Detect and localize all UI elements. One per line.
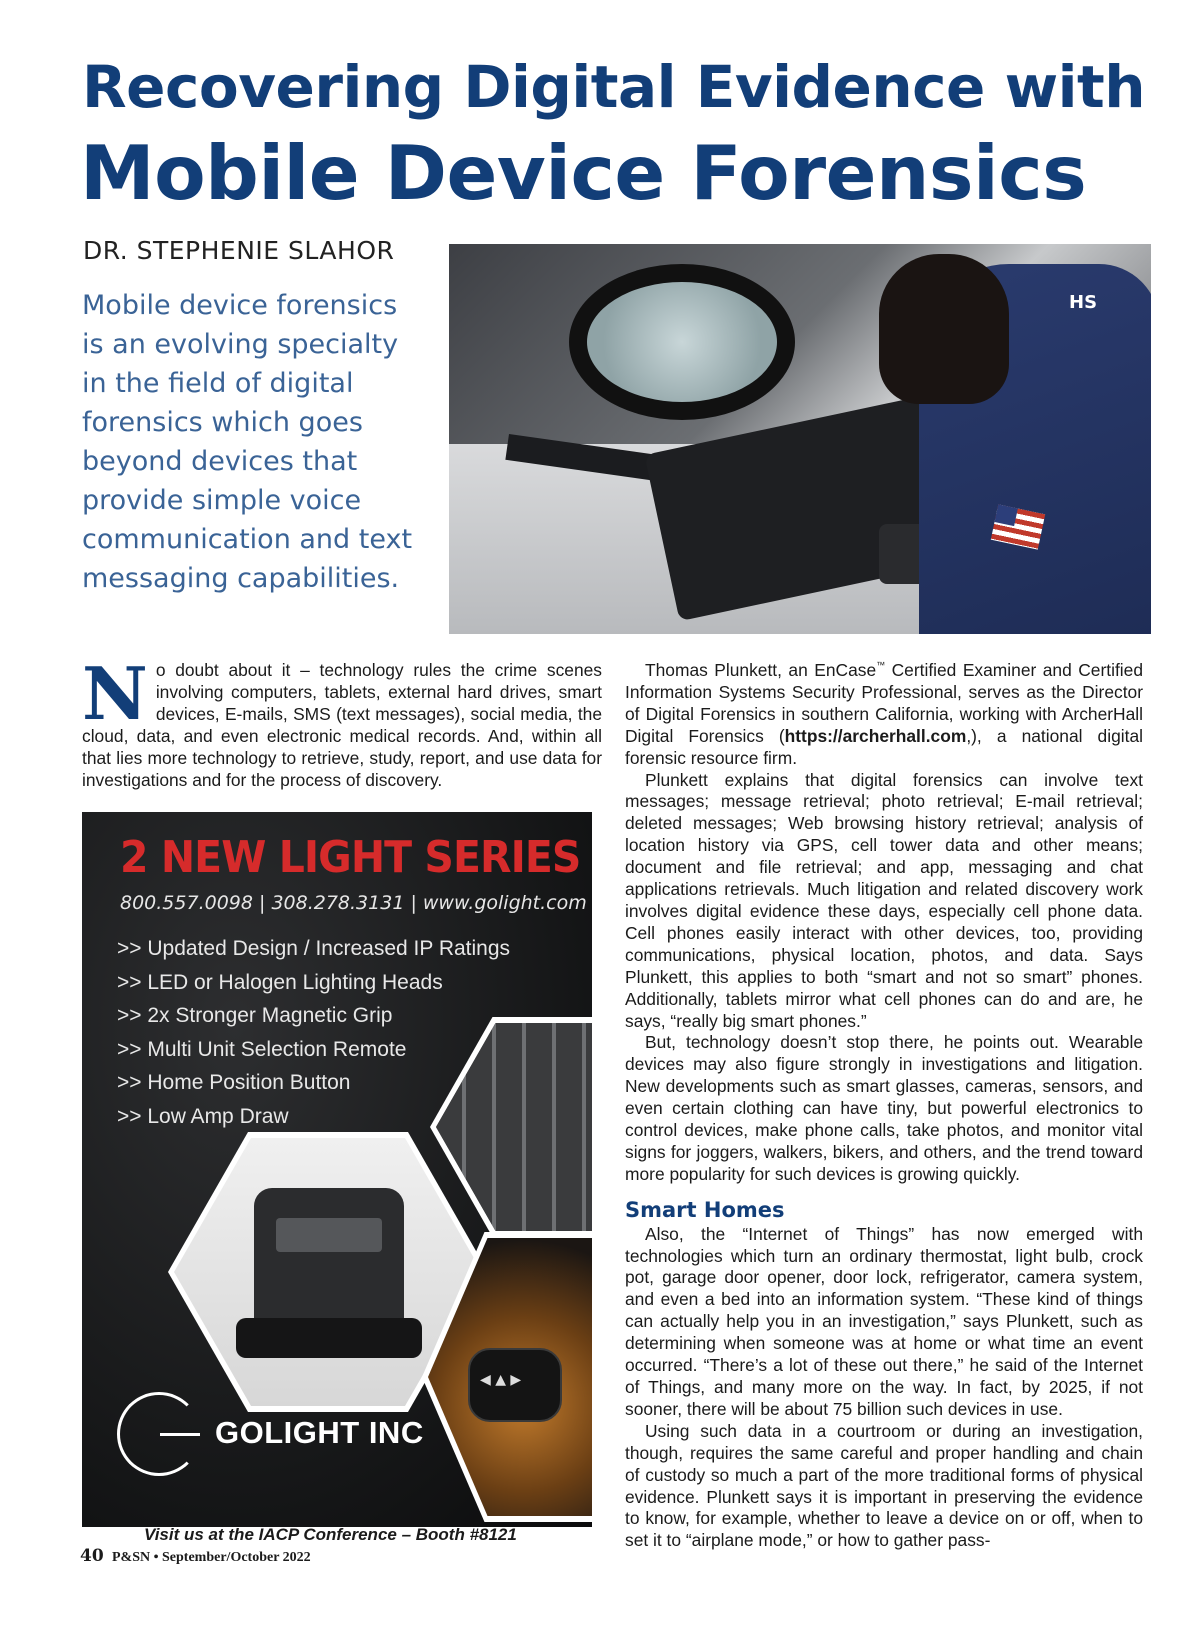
armored-vehicle-icon bbox=[254, 1188, 404, 1358]
article-title-line-2: Mobile Device Forensics bbox=[80, 129, 1087, 217]
ad-feature-item: >> Low Amp Draw bbox=[117, 1104, 289, 1128]
photo-magnifier-lamp bbox=[569, 264, 795, 420]
article-title-line-1: Recovering Digital Evidence with bbox=[82, 53, 1146, 121]
lead-photo-forensics-lab bbox=[449, 244, 1151, 634]
ad-feature-item: >> Updated Design / Increased IP Ratings bbox=[117, 937, 511, 960]
paragraph bbox=[625, 660, 1143, 770]
paragraph: Using such data in a courtroom or during an investigation, though, requires the same careful and proper handling and chain of custody so much a part of the more traditional forms of physical evidence. Plunkett says it is important in preserving the evidence to know, for example, whether to leave a device on or off, when to set it to “airplane mode,” or how to gather pass- bbox=[625, 1420, 1143, 1551]
page-number: 40 bbox=[80, 1546, 104, 1566]
intro-text: o doubt about it – technology rules the crime scenes involving computers, tablets, external hard drives, smart devices, E-mails, SMS (text messages), social media, the cloud, data, and even electronic medical records. And, within all that lies more technology to retrieve, study, report, and use data for investigations and for the process of discovery. bbox=[82, 660, 602, 790]
drop-cap: N bbox=[82, 651, 148, 736]
author-byline: DR. STEPHENIE SLAHOR bbox=[83, 236, 395, 265]
trademark-symbol: ™ bbox=[876, 660, 886, 670]
ad-caption: Visit us at the IACP Conference – Booth #8121 bbox=[144, 1525, 517, 1544]
golight-advertisement[interactable] bbox=[82, 812, 592, 1527]
ad-brand-name: GOLIGHT INC bbox=[215, 1415, 424, 1450]
golight-logo-icon bbox=[117, 1392, 201, 1476]
ad-feature-item: >> LED or Halogen Lighting Heads bbox=[117, 970, 443, 994]
paragraph: Also, the “Internet of Things” has now emerged with technologies which turn an ordinary thermostat, light bulb, crock pot, garage door opener, door lock, refrigerator, camera system, and even a bed into an information system. “These kind of things can actually help you in an investigation,” says Plunkett, such as determining when someone was at home or what time an event occurred. “There’s a lot of these out there,” he said of the Internet of Things, and many more on the way. In fact, by 2025, if not sooner, there will be about 75 billion such devices in use. bbox=[625, 1223, 1143, 1419]
paragraph: But, technology doesn’t stop there, he points out. Wearable devices may also figure strongly in investigations and litigation. New developments such as smart glasses, cameras, sensors, and even certain clothing can have tiny, but powerful electronics to control devices, make phone calls, take photos, and monitor vital signs for joggers, walkers, bikers, and others, and the trend toward more popularity for such devices is growing quickly. bbox=[625, 1032, 1143, 1184]
ad-contact-info: 800.557.0098 | 308.278.3131 | www.golight.com bbox=[120, 892, 587, 914]
ad-feature-item: >> 2x Stronger Magnetic Grip bbox=[117, 1004, 393, 1028]
paragraph-text: Certified Examiner and Certified Information Systems Security Professional, serves as the Director of Digital Forensics in southern California, working with ArcherHall Digital Forensics ( bbox=[625, 660, 1143, 746]
left-column bbox=[82, 651, 602, 791]
paragraph-text: Thomas Plunkett, an EnCase bbox=[645, 660, 877, 680]
right-column bbox=[625, 660, 1143, 1552]
intro-paragraph bbox=[82, 651, 602, 791]
photo-examiner-hair bbox=[879, 254, 1009, 404]
archerhall-link[interactable]: https://archerhall.com bbox=[784, 725, 967, 746]
ad-feature-item: >> Multi Unit Selection Remote bbox=[117, 1037, 407, 1061]
paragraph-text: ,), a national digital forensic resource firm. bbox=[625, 725, 1143, 768]
ad-feature-item: >> Home Position Button bbox=[117, 1071, 351, 1095]
ad-headline: 2 NEW LIGHT SERIES bbox=[120, 832, 581, 883]
article-deck: Mobile device forensics is an evolving specialty in the field of digital forensics which goes beyond devices that provide simple voice communication and text messaging capabilities. bbox=[82, 290, 413, 594]
paragraph: Plunkett explains that digital forensics can involve text messages; message retrieval; photo retrieval; E-mail retrieval; deleted messages; Web browsing history retrieval; analysis of location history via GPS, cell tower data and other means; document and file retrieval; and app, messaging and chat applications retrievals. Much litigation and related discovery work involves digital evidence these days, especially cell phone data. Cell phones easily interact with other devices, too, providing communications, physical location, photos, and data. Says Plunkett, this applies to both “smart and not so smart” phones. Additionally, tablets mirror what cell phones can do and are, he says, “really big smart phones.” bbox=[625, 769, 1143, 1031]
publication-info: P&SN • September/October 2022 bbox=[112, 1550, 311, 1565]
remote-control-icon bbox=[468, 1348, 562, 1422]
section-heading: Smart Homes bbox=[625, 1197, 785, 1222]
photo-hs-patch: HS bbox=[1069, 292, 1098, 313]
